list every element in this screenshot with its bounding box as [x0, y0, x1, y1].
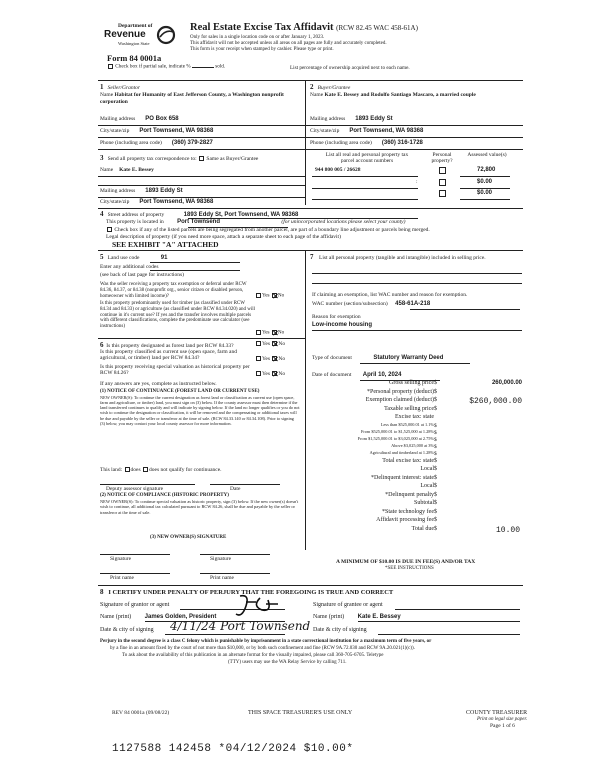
q-historic-answer: Yes No — [255, 371, 285, 377]
wac-row: WAC number (section/subsection) 458-61A-218 — [312, 301, 431, 307]
exemption-claim-note: If claiming an exemption, list WAC number and reason for exemption. — [312, 292, 468, 298]
title-text: Real Estate Excise Tax Affidavit — [190, 22, 334, 33]
tax-row: Agricultural and timberland at 1.28% $ — [369, 449, 437, 457]
corr-city[interactable]: Port Townsend, WA 98368 — [139, 199, 214, 205]
dor-swoosh-icon — [156, 25, 176, 45]
perjury-text2: by a fine in an amount fixed by the court of not more than $10,000, or by both such confinement and fine (RCW 9A.72.030 and RCW 9A.20.021(1)(c)). — [110, 646, 415, 651]
corr-city-row: City/state/zip Port Townsend, WA 98368 — [100, 199, 214, 205]
parcel-number[interactable]: 944 800 005 / 26628 — [315, 167, 361, 173]
q-timber-text: Is this property predominantly used for timber (as classified under RCW 84.34 and 84.33) or agriculture (as classified under RCW 84.34.020) and will continue in it's current use? If yes and the transfer involves multiple parcels with different classifications, complete the predominate use calculator (see instructions) — [100, 301, 256, 329]
tax-row: Gross selling price $ 260,000.00 — [389, 380, 522, 386]
owner-print-label: Print name — [110, 575, 134, 581]
partial-sale-checkbox[interactable] — [108, 64, 113, 69]
notice1-text: NEW OWNER(S): To continue the current designation as forest land or classification as current use (open space, farm and agriculture, or timber) land, you must sign on (3) below. If the county assessor must then determine if the land transferred continues to qualify and will indicate by signing below. If the land no longer qualifies or you do not wish to continue the designation or classification, it will be removed and the compensating or additional taxes will be due and payable by the seller or transferor at the time of sale. (RCW 84.33.140 or 84.34.108). Prior to signing (3) below, you may contact your local county assessor for more information. — [100, 395, 300, 426]
exemption-claimed[interactable]: $260,000.00 — [469, 397, 522, 406]
title-rcw: (RCW 82.45 WAC 458-61A) — [336, 24, 418, 32]
land-does-checkbox[interactable] — [125, 467, 130, 472]
personal-property-checkbox[interactable] — [439, 167, 446, 174]
tax-row: *Delinquent penalty $ — [385, 491, 437, 498]
seller-city[interactable]: Port Townsend, WA 98368 — [139, 128, 214, 134]
notice1-title: (1) NOTICE OF CONTINUANCE (FOREST LAND OR CURRENT USE) — [100, 389, 260, 394]
q-current-use: Is this property classified as current use (open space, farm and agricultural, or timber) land per RCW 84.34? — [100, 349, 237, 362]
tax-row: Total excise tax: state $ — [382, 457, 437, 464]
tax-row: *State technology fee $ — [382, 508, 437, 515]
q-exemption-text: Was the seller receiving a property tax exemption or deferral under RCW 84.36, 84.37, or 84.38 (nonprofit org., senior citizen or disabled person, homeowner with limited income)? — [100, 282, 247, 299]
seller-city-row: City/state/zip Port Townsend, WA 98368 — [100, 128, 214, 134]
sig-grantor-label: Signature of grantor or agent — [100, 602, 170, 608]
seller-name-row: Name Habitat for Humanity of East Jefferson County, a Washington nonprofit corporation — [100, 92, 284, 105]
reason-value[interactable]: Low-income housing — [312, 322, 372, 328]
dept-line3: Washington State — [118, 41, 150, 46]
q-exemption-yes[interactable] — [256, 293, 261, 298]
grantee-date-row: Date & city of signing — [313, 627, 367, 633]
see-exhibit: SEE EXHIBIT "A" ATTACHED — [112, 240, 219, 249]
tax-row: Subtotal $ — [413, 500, 437, 506]
notice2-title: (2) NOTICE OF COMPLIANCE (HISTORIC PROPERTY) — [100, 493, 229, 498]
tax-row: Taxable selling price $ — [384, 405, 437, 412]
corr-name-row: Name Kate E. Bessey — [100, 167, 154, 173]
tax-row: Above $3,025,000 at 3% $ — [391, 442, 437, 450]
correspondence-row: 3 Send all property tax correspondence to: Same as Buyer/Grantee — [100, 154, 259, 162]
buyer-city-row: City/state/zip Port Townsend, WA 98368 — [310, 128, 424, 134]
notice2-text: NEW OWNER(S): To continue special valuation as historic property, sign (3) below. If the new owner(s) doesn't wish to continue, all additional tax calculated pursuant to RCW 84.26, shall be due and payable by the seller or transferor at the time of sale. — [100, 499, 299, 515]
seller-mailing[interactable]: PO Box 658 — [145, 116, 179, 122]
additional-codes: Enter any additional codes — [100, 264, 159, 270]
tax-row: Less than $525,000.01 at 1.1% $ — [380, 421, 437, 429]
deputy-date-label: Date — [230, 486, 241, 492]
doc-date-row: Date of document April 10, 2024 — [312, 372, 402, 378]
seller-mailing-row: Mailing address PO Box 658 — [100, 116, 179, 122]
partial-sale-row — [107, 64, 225, 71]
doc-date[interactable]: April 10, 2024 — [362, 372, 402, 378]
q-timber-yes[interactable] — [256, 330, 261, 335]
parcel-colon: : — [416, 179, 418, 185]
tax-row: *Delinquent interest: state $ — [371, 474, 437, 481]
tax-row: Excise tax: state — [395, 414, 434, 420]
buyer-heading: 2 Buyer/Grantee — [310, 83, 351, 91]
q-forest-no[interactable] — [272, 341, 277, 346]
rule-mid-1 — [305, 80, 306, 205]
q-historic-yes[interactable] — [256, 371, 261, 376]
owner-signature-label: Signature — [210, 556, 232, 562]
see-instructions: *SEE INSTRUCTIONS — [385, 566, 434, 571]
buyer-phone[interactable]: (360) 316-1728 — [381, 140, 423, 146]
grantor-name-row: Name (print) James Golden, President — [100, 614, 217, 620]
owner-print-label: Print name — [210, 575, 234, 581]
form-title — [190, 22, 418, 34]
buyer-mailing[interactable]: 1893 Eddy St — [355, 116, 393, 122]
grantee-name-row: Name (print) Kate E. Bessey — [313, 614, 401, 620]
parcels-header: List all real and personal property tax parcel account numbers — [325, 152, 409, 165]
grantee-name[interactable]: Kate E. Bessey — [357, 614, 401, 620]
tax-row: *Personal property (deduct) $ — [367, 388, 437, 395]
tax-row: From $525,000.01 to $1,525,000 at 1.28% $ — [360, 428, 437, 436]
alt-format-text2: (TTY) users may use the WA Relay Service by calling 711. — [228, 660, 347, 665]
doc-type[interactable]: Statutory Warranty Deed — [373, 355, 444, 361]
q-historic: Is this property receiving special valuation as historical property per RCW 84.26? — [100, 364, 250, 377]
q-forest: 6 Is this property designated as forest land per RCW 84.33? Yes No — [100, 341, 286, 349]
treasurer-use-only: THIS SPACE TREASURER'S USE ONLY — [248, 710, 353, 716]
gross-selling-price[interactable]: 260,000.00 — [491, 380, 522, 386]
buyer-name[interactable]: Kate E. Bessey and Rodolfo Santiago Mascaro, a married couple — [324, 92, 476, 99]
q-exemption-no[interactable] — [272, 293, 277, 298]
partial-sale-label: Check box if partial sale, indicate % — [115, 63, 191, 70]
street-row: 4 Street address of property 1893 Eddy St, Port Townsend, WA 98368 — [100, 210, 299, 218]
buyer-name-row: Name Kate E. Bessey and Rodolfo Santiago Mascaro, a married couple — [310, 92, 476, 99]
q-current-use-answer: Yes No — [255, 356, 285, 362]
q-timber-no[interactable] — [272, 330, 277, 335]
buyer-mailing-row: Mailing address 1893 Eddy St — [310, 116, 393, 122]
located-row: This property is located in Port Townsend (for unincorporated locations please select your county) — [106, 219, 406, 225]
perjury-text1: Perjury in the second degree is a class C felony which is punishable by imprisonment in a state correctional institution for a maximum term of five years, or — [100, 639, 432, 644]
dept-line2: Revenue — [104, 29, 146, 40]
q-timber-answer: Yes No — [255, 330, 284, 337]
header-note3: This form is your receipt when stamped by cashier. Please type or print. — [190, 47, 334, 52]
seller-name[interactable]: Habitat for Humanity of East Jefferson County, a Washington nonprofit corporation — [100, 92, 284, 105]
reason-label: Reason for exemption — [312, 314, 361, 320]
doc-type-row: Type of document Statutory Warranty Deed — [312, 355, 444, 361]
owner-signature-label: Signature — [110, 556, 132, 562]
header-note1: Only for sales in a single location code on or after January 1, 2023. — [190, 35, 325, 40]
assessed-value-header: Assessed value(s) — [467, 152, 507, 158]
grantor-name[interactable]: James Golden, President — [144, 614, 217, 620]
rule-top — [98, 80, 523, 81]
form-number: Form 84 0001a — [107, 53, 162, 63]
parcel-row — [315, 167, 525, 176]
street-address[interactable]: 1893 Eddy St, Port Townsend, WA 98368 — [183, 212, 299, 218]
q-historic-no[interactable] — [272, 371, 277, 376]
wac-number[interactable]: 458-61A-218 — [395, 301, 431, 307]
assessed-value[interactable]: 72,800 — [477, 167, 496, 173]
q-forest-yes[interactable] — [256, 341, 261, 346]
personal-property-checkbox[interactable] — [439, 190, 446, 197]
revision-code: REV 84 0001a (09/08/22) — [112, 710, 170, 716]
q-forest-answer: Yes No — [255, 341, 285, 347]
buyer-city[interactable]: Port Townsend, WA 98368 — [349, 128, 424, 134]
tax-row: Local $ — [420, 483, 437, 489]
assessed-value[interactable]: $0.00 — [477, 190, 493, 196]
legal-desc-label: Legal description of property (if you need more space, attach a separate sheet to each page of the affidavit) — [106, 234, 341, 240]
seller-section — [100, 83, 300, 105]
list-pct-note: List percentage of ownership acquired next to each name. — [290, 65, 410, 71]
tax-table — [312, 380, 524, 534]
personal-prop-row: 7 List all personal property (tangible and intangible) included in selling price. — [310, 253, 486, 261]
corr-mailing-row: Mailing address 1893 Eddy St — [100, 188, 183, 194]
corr-mailing[interactable]: 1893 Eddy St — [145, 188, 183, 194]
this-land-row: This land: does does not qualify for continuance. — [100, 467, 222, 473]
county-treasurer: COUNTY TREASURER — [466, 710, 528, 716]
grantor-date-city[interactable]: 4/11/24 Port Townsend — [170, 619, 311, 633]
seller-heading: 1 Seller/Grantor — [100, 83, 141, 91]
minimum-fee-note: A MINIMUM OF $10.00 IS DUE IN FEE(S) AND/OR TAX — [336, 559, 476, 565]
cashier-stamp: 1127588 142458 *04/12/2024 $10.00* — [112, 743, 354, 755]
land-use-code[interactable]: 91 — [160, 255, 168, 261]
land-does-not-checkbox[interactable] — [143, 467, 148, 472]
page-number: Page 1 of 6 — [490, 723, 515, 729]
land-use-row: 5 Land use code 91 — [100, 253, 168, 261]
sig-grantee-label: Signature of grantee or agent — [313, 602, 383, 608]
legal-size-note: Print on legal size paper. — [477, 717, 528, 722]
tax-row: Affidavit processing fee $ — [376, 517, 437, 523]
dept-line1: Department of — [118, 23, 153, 29]
alt-format-text1: To ask about the availability of this publication in an alternate format for the visually impaired, please call 360-705-6705. Teletype — [122, 653, 384, 658]
tax-row: Local $ — [420, 466, 437, 472]
segregation-checkbox[interactable] — [107, 227, 112, 232]
buyer-section — [310, 83, 525, 99]
tax-row: Total due $ 10.00 — [411, 525, 520, 535]
deputy-signature-label: Deputy assessor signature — [106, 486, 164, 492]
total-due[interactable]: 10.00 — [495, 525, 520, 535]
q-current-use-no[interactable] — [272, 356, 277, 361]
if-yes-note: If any answers are yes, complete as instructed below. — [100, 381, 217, 387]
seller-phone-row: Phone (including area code) (360) 379-2827 — [100, 140, 213, 146]
q-exemption-answer: Yes No — [255, 293, 284, 300]
seller-phone[interactable]: (360) 379-2827 — [171, 140, 213, 146]
corr-name[interactable]: Kate E. Bessey — [119, 167, 154, 173]
located-in[interactable]: Port Townsend — [177, 219, 221, 225]
tax-row: Exemption claimed (deduct) $ $260,000.00 — [365, 397, 522, 406]
parcel-row — [315, 179, 525, 188]
grantor-date-row: Date & city of signing — [100, 627, 154, 633]
new-owner-sig-heading: (3) NEW OWNER(S) SIGNATURE — [150, 535, 227, 540]
same-as-buyer-checkbox[interactable] — [199, 156, 204, 161]
assessed-value[interactable]: $0.00 — [477, 179, 493, 185]
parcel-row — [315, 190, 525, 199]
dor-logo — [104, 23, 182, 53]
q-current-use-yes[interactable] — [256, 356, 261, 361]
tax-row: From $1,525,000.01 to $3,025,000 at 2.75% $ — [357, 435, 437, 443]
buyer-phone-row: Phone (including area code) (360) 316-1728 — [310, 140, 423, 146]
personal-property-header: Personal property? — [431, 152, 453, 165]
sold-label: sold. — [215, 63, 226, 70]
certify-heading: 8 I CERTIFY UNDER PENALTY OF PERJURY THAT THE FOREGOING IS TRUE AND CORRECT — [100, 588, 394, 596]
grantor-signature — [232, 592, 287, 622]
header-note2: This affidavit will not be accepted unless all areas on all pages are fully and accurately completed. — [190, 41, 387, 46]
personal-property-checkbox[interactable] — [439, 179, 446, 186]
additional-codes-note: (see back of last page for instructions) — [100, 272, 184, 278]
segregation-row: Check box if any of the listed parcels are being segregated from another parcel, are part of a boundary line adjustment or parcels being merged. — [106, 227, 524, 233]
